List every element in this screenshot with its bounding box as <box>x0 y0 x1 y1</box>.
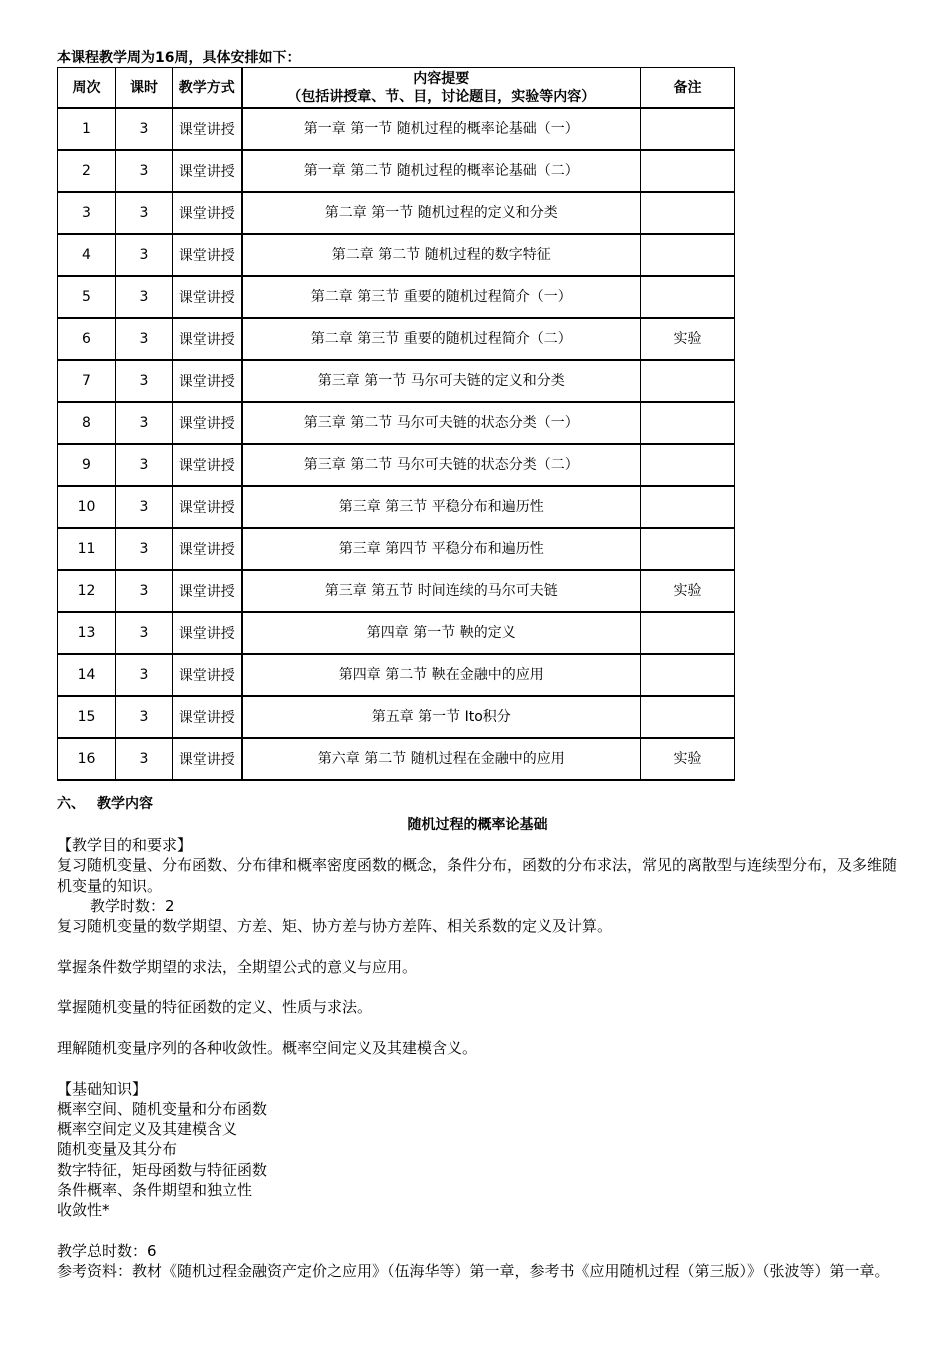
cell-week: 1 <box>58 108 116 150</box>
cell-notes <box>641 528 735 570</box>
cell-hours: 3 <box>116 276 173 318</box>
cell-content: 第五章 第一节 Ito积分 <box>242 696 641 738</box>
cell-mode: 课堂讲授 <box>173 192 242 234</box>
cell-week: 8 <box>58 402 116 444</box>
cell-hours: 3 <box>116 234 173 276</box>
section-heading <box>57 794 153 814</box>
cell-notes <box>641 276 735 318</box>
cell-content: 第三章 第二节 马尔可夫链的状态分类（二） <box>242 444 641 486</box>
cell-week: 13 <box>58 612 116 654</box>
cell-hours: 3 <box>116 402 173 444</box>
header-content-line2: （包括讲授章、节、目，讨论题目，实验等内容） <box>287 88 596 105</box>
cell-mode: 课堂讲授 <box>173 402 242 444</box>
basics-item: 条件概率、条件期望和独立性 <box>57 1181 253 1200</box>
cell-notes: 实验 <box>641 318 735 360</box>
teaching-hours: 教学时数：2 <box>90 896 175 915</box>
cell-mode: 课堂讲授 <box>173 696 242 738</box>
cell-content: 第一章 第一节 随机过程的概率论基础（一） <box>242 108 641 150</box>
references: 参考资料：教材《随机过程金融资产定价之应用》（伍海华等）第一章，参考书《应用随机过程（第三版）》（张波等）第一章。 <box>57 1262 890 1281</box>
table-row <box>58 444 735 486</box>
schedule-table <box>57 67 735 781</box>
table-row <box>58 318 735 360</box>
cell-week: 9 <box>58 444 116 486</box>
basics-list <box>57 1099 897 1221</box>
cell-mode: 课堂讲授 <box>173 318 242 360</box>
table-row <box>58 696 735 738</box>
cell-content: 第三章 第二节 马尔可夫链的状态分类（一） <box>242 402 641 444</box>
cell-week: 4 <box>58 234 116 276</box>
cell-week: 14 <box>58 654 116 696</box>
header-mode: 教学方式 <box>173 68 242 109</box>
cell-content: 第四章 第二节 鞅在金融中的应用 <box>242 654 641 696</box>
cell-week: 2 <box>58 150 116 192</box>
cell-week: 10 <box>58 486 116 528</box>
section-body <box>57 835 897 1282</box>
spacer <box>57 1058 897 1078</box>
cell-hours: 3 <box>116 654 173 696</box>
cell-week: 11 <box>58 528 116 570</box>
spacer <box>57 1221 897 1241</box>
header-week: 周次 <box>58 68 116 109</box>
goals-paragraph-2: 复习随机变量的数学期望、方差、矩、协方差与协方差阵、相关系数的定义及计算。 <box>57 917 613 936</box>
table-row <box>58 276 735 318</box>
header-hours: 课时 <box>116 68 173 109</box>
schedule-table-body <box>58 108 735 780</box>
total-hours: 教学总时数：6 <box>57 1241 157 1260</box>
spacer <box>57 1018 897 1038</box>
table-row <box>58 402 735 444</box>
cell-content: 第三章 第一节 马尔可夫链的定义和分类 <box>242 360 641 402</box>
cell-hours: 3 <box>116 486 173 528</box>
cell-week: 12 <box>58 570 116 612</box>
cell-mode: 课堂讲授 <box>173 738 242 780</box>
basics-heading: 【基础知识】 <box>57 1079 148 1098</box>
cell-hours: 3 <box>116 612 173 654</box>
cell-content: 第二章 第三节 重要的随机过程简介（二） <box>242 318 641 360</box>
table-row <box>58 570 735 612</box>
section-number: 六、 <box>57 796 85 812</box>
header-content-line1: 内容提要 <box>413 70 470 87</box>
cell-week: 6 <box>58 318 116 360</box>
table-row <box>58 108 735 150</box>
chapter-title-text: 随机过程的概率论基础 <box>407 817 548 833</box>
cell-hours: 3 <box>116 360 173 402</box>
cell-content: 第四章 第一节 鞅的定义 <box>242 612 641 654</box>
cell-content: 第三章 第三节 平稳分布和遍历性 <box>242 486 641 528</box>
table-row <box>58 612 735 654</box>
cell-content: 第二章 第一节 随机过程的定义和分类 <box>242 192 641 234</box>
cell-mode: 课堂讲授 <box>173 108 242 150</box>
basics-item: 收敛性* <box>57 1201 110 1220</box>
cell-mode: 课堂讲授 <box>173 360 242 402</box>
goals-paragraph-3: 掌握条件数学期望的求法，全期望公式的意义与应用。 <box>57 957 418 976</box>
table-row <box>58 654 735 696</box>
cell-mode: 课堂讲授 <box>173 570 242 612</box>
table-row <box>58 528 735 570</box>
table-row <box>58 360 735 402</box>
table-header-row <box>58 68 735 109</box>
cell-hours: 3 <box>116 738 173 780</box>
basics-item: 概率空间、随机变量和分布函数 <box>57 1099 268 1118</box>
cell-notes <box>641 486 735 528</box>
cell-notes <box>641 654 735 696</box>
table-row <box>58 486 735 528</box>
cell-week: 3 <box>58 192 116 234</box>
spacer <box>57 936 897 956</box>
goals-paragraph-4: 掌握随机变量的特征函数的定义、性质与求法。 <box>57 998 373 1017</box>
cell-content: 第六章 第二节 随机过程在金融中的应用 <box>242 738 641 780</box>
cell-mode: 课堂讲授 <box>173 234 242 276</box>
goals-paragraph-5: 理解随机变量序列的各种收敛性。概率空间定义及其建模含义。 <box>57 1038 478 1057</box>
table-row <box>58 192 735 234</box>
basics-item: 数字特征，矩母函数与特征函数 <box>57 1160 268 1179</box>
cell-notes: 实验 <box>641 570 735 612</box>
cell-notes <box>641 234 735 276</box>
header-content <box>242 68 641 109</box>
table-row <box>58 234 735 276</box>
basics-item: 随机变量及其分布 <box>57 1140 178 1159</box>
cell-content: 第一章 第二节 随机过程的概率论基础（二） <box>242 150 641 192</box>
cell-content: 第二章 第二节 随机过程的数字特征 <box>242 234 641 276</box>
cell-hours: 3 <box>116 192 173 234</box>
cell-mode: 课堂讲授 <box>173 528 242 570</box>
schedule-intro: 本课程教学周为16周，具体安排如下： <box>57 50 301 66</box>
cell-notes <box>641 402 735 444</box>
basics-item: 概率空间定义及其建模含义 <box>57 1120 238 1139</box>
cell-week: 7 <box>58 360 116 402</box>
cell-mode: 课堂讲授 <box>173 444 242 486</box>
chapter-title <box>0 815 952 835</box>
cell-notes <box>641 108 735 150</box>
cell-hours: 3 <box>116 444 173 486</box>
cell-notes <box>641 444 735 486</box>
cell-mode: 课堂讲授 <box>173 654 242 696</box>
cell-mode: 课堂讲授 <box>173 612 242 654</box>
cell-notes: 实验 <box>641 738 735 780</box>
spacer <box>57 977 897 997</box>
cell-hours: 3 <box>116 318 173 360</box>
cell-hours: 3 <box>116 528 173 570</box>
cell-notes <box>641 150 735 192</box>
cell-content: 第三章 第四节 平稳分布和遍历性 <box>242 528 641 570</box>
cell-mode: 课堂讲授 <box>173 276 242 318</box>
cell-hours: 3 <box>116 570 173 612</box>
cell-notes <box>641 192 735 234</box>
table-row <box>58 738 735 780</box>
cell-notes <box>641 360 735 402</box>
cell-notes <box>641 612 735 654</box>
cell-content: 第二章 第三节 重要的随机过程简介（一） <box>242 276 641 318</box>
header-notes: 备注 <box>641 68 735 109</box>
cell-hours: 3 <box>116 696 173 738</box>
cell-hours: 3 <box>116 108 173 150</box>
cell-content: 第三章 第五节 时间连续的马尔可夫链 <box>242 570 641 612</box>
cell-mode: 课堂讲授 <box>173 486 242 528</box>
cell-hours: 3 <box>116 150 173 192</box>
cell-mode: 课堂讲授 <box>173 150 242 192</box>
cell-notes <box>641 696 735 738</box>
goals-heading: 【教学目的和要求】 <box>57 836 193 854</box>
cell-week: 15 <box>58 696 116 738</box>
cell-week: 16 <box>58 738 116 780</box>
table-row <box>58 150 735 192</box>
section-title: 教学内容 <box>97 796 153 812</box>
cell-week: 5 <box>58 276 116 318</box>
goals-paragraph-1: 复习随机变量、分布函数、分布律和概率密度函数的概念，条件分布，函数的分布求法，常见的离散型与连续型分布，及多维随机变量的知识。 <box>57 856 898 895</box>
